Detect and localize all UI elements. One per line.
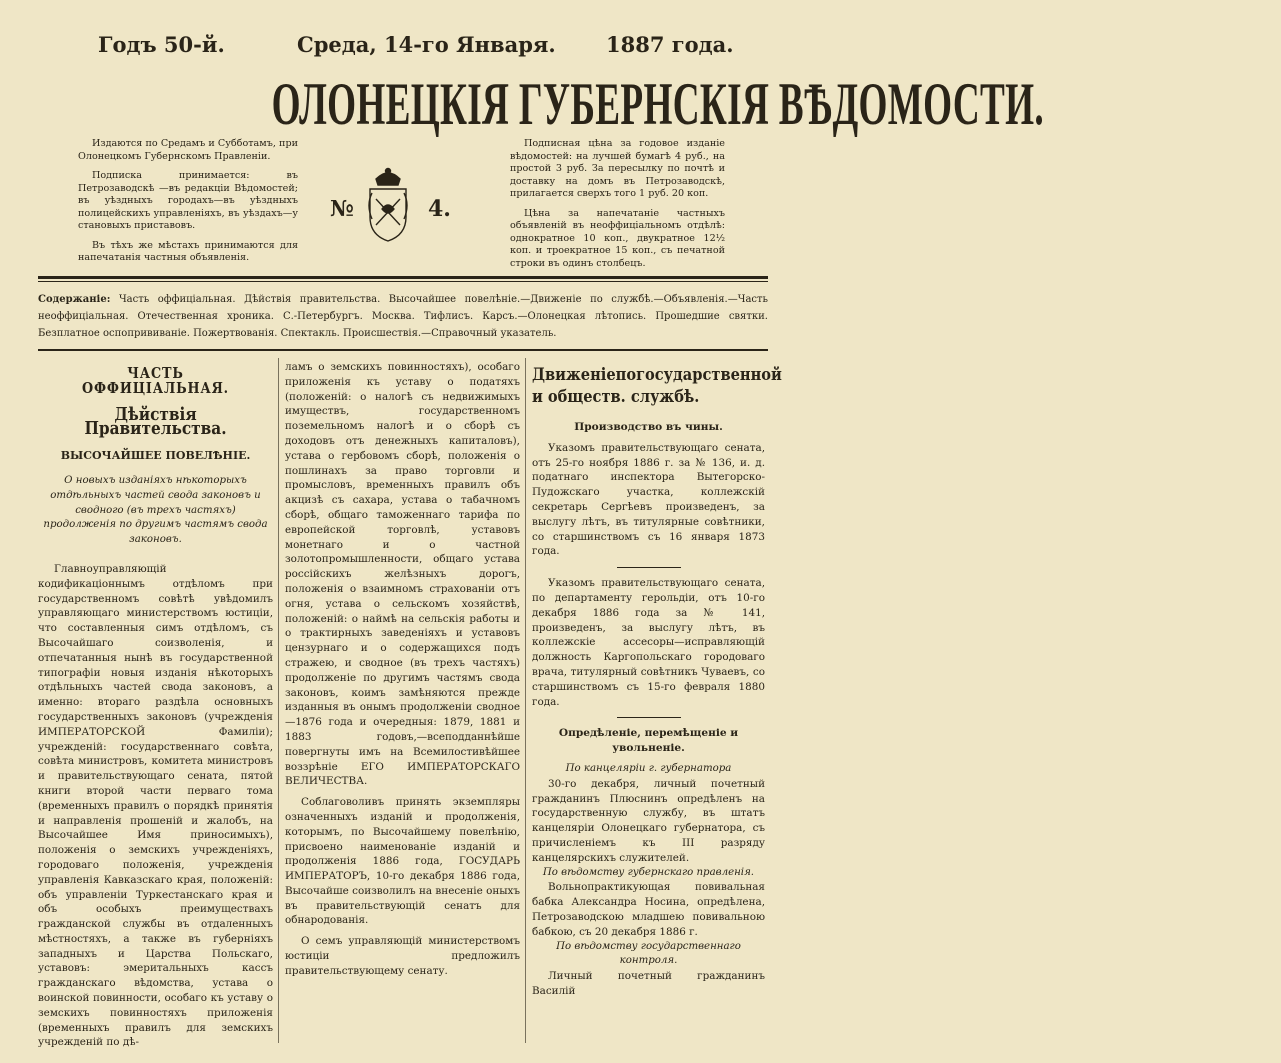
price-paragraph: Подписная цѣна за годовое изданіе вѣдомостей: на лучшей бумагѣ 4 руб., на простой 3 руб. За пересылку по почтѣ и доставку на домъ въ Петрозаводскѣ, прилагается сверхъ того 1 руб. 20 коп. <box>510 138 725 199</box>
department-heading: По вѣдомству государственнаго контроля. <box>556 940 741 967</box>
decree-summary: О новыхъ изданіяхъ нѣкоторыхъ отдѣльныхъ частей свода законовъ и сводного (въ трехъ частяхъ) продолженія по другимъ частямъ свода законовъ. <box>43 474 268 546</box>
dateline <box>0 32 800 62</box>
contents-rule <box>38 349 768 351</box>
contents-text: Часть оффиціальная. Дѣйствія правительства. Высочайшее повелѣніе.—Движеніе по службѣ.—Объявленія.—Часть неоффиціальная. Отечественная хроника. С.-Петербургъ. Москва. Тифлисъ. Карсъ.—Олонецкая лѣтопись. Прошедшие святки. Безплатное оспопрививаніе. Пожертвованія. Спектакль. Происшествія.—Справочный указатель. <box>38 294 768 339</box>
decree-approval: Соблаговоливъ принять экземпляры означенныхъ изданій и продолженія, которымъ, по Высочайшему повелѣнію, присвоено наименованіе изданій и продолженія 1886 года, ГОСУДАРЬ ИМПЕРАТОРЪ, 10-го декабря 1886 года, Высочайше соизволилъ на внесеніе оныхъ въ правительствующій сенатъ для обнародованія. <box>285 796 520 927</box>
appointment-entry: Вольнопрактикующая повивальная бабка Александра Носина, опредѣлена, Петрозаводскою младшею повивальною бабкою, съ 20 декабря 1886 г. <box>532 881 765 938</box>
entry-divider <box>617 567 681 568</box>
info-paragraph: Издаются по Средамъ и Субботамъ, при Олонецкомъ Губернскомъ Правленіи. <box>78 138 298 162</box>
appointments-heading: Опредѣленіе, перемѣщеніе и увольненіе. <box>558 727 739 755</box>
info-paragraph: Въ тѣхъ же мѣстахъ принимаются для напечатанія частныя объявленія. <box>78 239 298 263</box>
publication-info-left <box>78 138 298 272</box>
issue-date: Среда, 14-го Января. <box>297 32 556 57</box>
decree-body: Главноуправляющій кодификаціоннымъ отдѣломъ при государственномъ совѣтѣ увѣдомилъ управляющаго министерствомъ юстиціи, что составленныя симъ отдѣломъ, съ Высочайшаго соизволенія, и отпечатанныя нынѣ въ государственной типографіи новыя изданія нѣкоторыхъ отдѣльныхъ частей свода законовъ, а именно: втораго раздѣла основныхъ государственныхъ законовъ (учрежденія ИМПЕРАТОРСКОЙ Фамиліи); учрежденій: государственнаго совѣта, совѣта министровъ, комитета министровъ и правительствующаго сената, пятой книги второй части перваго тома (временныхъ правилъ о порядкѣ принятія и направленія прошеній и жалобъ, на Высочайшее Имя приносимыхъ), положенія о земскихъ учрежденіяхъ, городоваго положенія, учрежденія управленія Кавказскаго края, положеній: объ управленіи Туркестанскаго края и объ особыхъ преимуществахъ гражданской службы въ отдаленныхъ мѣстностяхъ, а также въ губерніяхъ западныхъ и Царства Польскаго, уставовъ: эмеритальныхъ кассъ гражданскаго вѣдомства, устава о воинской повинности, особаго къ уставу о земскихъ повинностяхъ приложенія (временныхъ правилъ для земскихъ учрежденій по дѣ- <box>38 562 273 1049</box>
appointment-entry: Личный почетный гражданинъ Василій <box>532 970 765 997</box>
promotion-entry: Указомъ правительствующаго сената, по департаменту герольдіи, отъ 10-го декабря 1886 года за № 141, произведенъ, за выслугу лѣтъ, въ коллежскіе ассесоры—исправляющій должность Каргопольскаго городоваго врача, титулярный совѣтникъ Чуваевъ, со старшинствомъ съ 15-го февраля 1880 года. <box>532 577 765 708</box>
part-title: ЧАСТЬ ОФФИЦІАЛЬНАЯ. <box>82 364 229 397</box>
service-section-title: Движеніепогосударственной и обществ. службѣ. <box>532 365 782 407</box>
column-divider <box>278 358 279 1043</box>
header-rule <box>38 276 768 279</box>
promotion-entry: Указомъ правительствующаго сената, отъ 25-го ноября 1886 г. за № 136, и. д. податнаго инспектора Вытегорско-Пудожскаго участка, коллежскій секретарь Сергѣевъ произведенъ, за выслугу лѣтъ, въ титулярные совѣтники, со старшинствомъ съ 16 января 1873 года. <box>532 441 765 558</box>
contents-label: Содержаніе: <box>38 294 111 305</box>
column-3 <box>532 360 782 999</box>
subsection-title: ВЫСОЧАЙШЕЕ ПОВЕЛѢНІЕ. <box>60 449 251 463</box>
issue-number: 4. <box>428 196 451 222</box>
info-paragraph: Подписка принимается: въ Петрозаводскѣ —въ редакціи Вѣдомостей; въ уѣздныхъ городахъ—въ уѣздныхъ полицейскихъ управленіяхъ, въ уѣздахъ—у становыхъ приставовъ. <box>78 170 298 231</box>
volume-year: Годъ 50-й. <box>98 32 225 57</box>
column-1 <box>38 360 273 1050</box>
column-divider <box>525 358 526 1043</box>
decree-conclusion: О семъ управляющій министерствомъ юстиціи предложилъ правительствующему сенату. <box>285 935 520 977</box>
section-title: Дѣйствія Правительства. <box>84 403 227 440</box>
issue-year: 1887 года. <box>606 32 734 57</box>
decree-body-continued: ламъ о земскихъ повинностяхъ), особаго приложенія къ уставу о податяхъ (положеній: о налогѣ съ недвижимыхъ имуществъ, государственномъ поземельномъ налогѣ и о сборѣ съ доходовъ отъ денежныхъ капиталовъ), устава о гербовомъ сборѣ, положенія о пошлинахъ за право торговли и промысловъ, временныхъ правилъ объ акцизѣ съ сахара, устава о табачномъ сборѣ, общаго таможеннаго тарифа по европейской торговлѣ, уставовъ монетнаго и о частной золотопромышленности, общаго устава россійскихъ желѣзныхъ дорогъ, положенія о взаимномъ страхованіи отъ огня, устава о сельскомъ хозяйствѣ, положеній: о наймѣ на сельскія работы и о трактирныхъ заведеніяхъ и уставовъ цензурнаго и о содержащихся подъ стражею, и сводное (въ трехъ частяхъ) продолженіе по другимъ частямъ свода законовъ, коимъ замѣняются прежде изданныя въ онымъ продолженіи сводное—1876 года и очередныя: 1879, 1881 и 1883 годовъ,—всеподданнѣйше повергнуты имъ на Всемилостивѣйшее воззрѣніе ЕГО ИМПЕРАТОРСКАГО ВЕЛИЧЕСТВА. <box>285 361 520 788</box>
issue-number-sign: № <box>330 196 354 222</box>
entry-divider <box>617 717 681 718</box>
department-heading: По вѣдомству губернскаго правленія. <box>542 866 755 878</box>
table-of-contents <box>38 291 768 342</box>
promotions-heading: Производство въ чины. <box>574 421 723 433</box>
price-paragraph: Цѣна за напечатаніе частныхъ объявленій въ неоффиціальномъ отдѣлѣ: однократное 10 коп., двукратное 12½ коп. и троекратное 15 коп., съ печатной строки въ одинъ столбецъ. <box>510 207 725 269</box>
coat-of-arms-emblem <box>362 165 414 245</box>
masthead-title: ОЛОНЕЦКІЯ ГУБЕРНСКІЯ ВѢДОМОСТИ. <box>271 71 1045 137</box>
appointment-entry: 30-го декабря, личный почетный гражданинъ Плюснинъ опредѣленъ на государственную службу, въ штатъ канцеляріи Олонецкаго губернатора, съ причисленіемъ къ III разряду канцелярскихъ служителей. <box>532 777 765 864</box>
header-rule-thin <box>38 281 768 282</box>
column-2 <box>285 360 520 979</box>
department-heading: По канцеляріи г. губернатора <box>565 762 732 774</box>
publication-info-right <box>510 138 725 277</box>
